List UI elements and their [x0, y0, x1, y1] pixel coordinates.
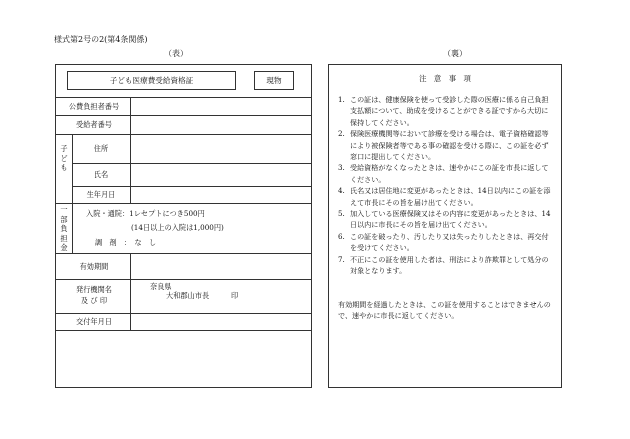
- issuer-mayor: 大和郡山市長: [166, 291, 210, 300]
- payer-number-label: 公費負担者番号: [68, 102, 120, 111]
- note-item: 1. この証は、健康保険を使って受診した際の医療に係る自己負担支払額について、助成を受けることができる証ですから大切に保持してください。: [338, 95, 549, 127]
- note-item: 6. この証を破ったり、汚したり又は失ったりしたときは、再交付を受けてください。: [338, 231, 549, 253]
- seal-mark: 印: [231, 291, 239, 300]
- note-item: 2. 保険医療機関等において診療を受ける場合は、電子資格確認等により被保険者等である事の確認を受ける際に、この証を必ず窓口に提出してください。: [338, 129, 549, 162]
- name-label: 氏名: [93, 170, 109, 179]
- form-number: 様式第2号の2(第4条関係): [54, 35, 148, 44]
- address-label: 住所: [93, 144, 109, 153]
- stamp-label: 現物: [266, 76, 282, 85]
- issue-date-label: 交付年月日: [76, 317, 112, 326]
- issuer-pref: 奈良県: [150, 282, 172, 291]
- note-item: 5. 加入している医療保険又はその内容に変更があったときは、14日以内に市長にその旨を届け出てください。: [338, 209, 551, 230]
- inpatient-outpatient-text: 入院・通院：1レセプトにつき500円: [86, 209, 205, 218]
- recipient-number-label: 受給者番号: [76, 120, 112, 129]
- issuer-label-2: 及 び 印: [80, 296, 108, 305]
- notes-title: 注 意 事 項: [419, 74, 471, 83]
- child-vertical-label: 子 ど も: [60, 144, 68, 172]
- dispensing-text: 調 剤 ： な し: [95, 238, 157, 247]
- note-item: 4. 氏名又は居住地に変更があったときは、14日以内にこの証を添えて市長にその旨を届け出てください。: [338, 186, 551, 207]
- birth-date-label: 生年月日: [86, 190, 116, 199]
- partial-burden-vertical-label: 一 部 負 担 金: [60, 205, 68, 252]
- note-item: 7. 不正にこの証を使用した者は、刑法により詐欺罪として処分の対象となります。: [338, 254, 549, 276]
- footer-note: 有効期間を経過したときは、この証を使用することはできませんので、速やかに市長に返してください。: [338, 300, 551, 321]
- card-title: 子ども医療費受給資格証: [109, 76, 194, 85]
- front-label: （表）: [164, 49, 188, 58]
- issuer-label-1: 発行機関名: [76, 285, 112, 294]
- valid-period-label: 有効期間: [79, 262, 109, 271]
- inpatient-note: (14日以上の入院は1,000円): [131, 223, 224, 232]
- notes-list: [338, 94, 552, 277]
- back-label: （裏）: [443, 49, 467, 58]
- note-item: 3. 受給資格がなくなったときは、速やかにこの証を市長に返してください。: [338, 163, 549, 184]
